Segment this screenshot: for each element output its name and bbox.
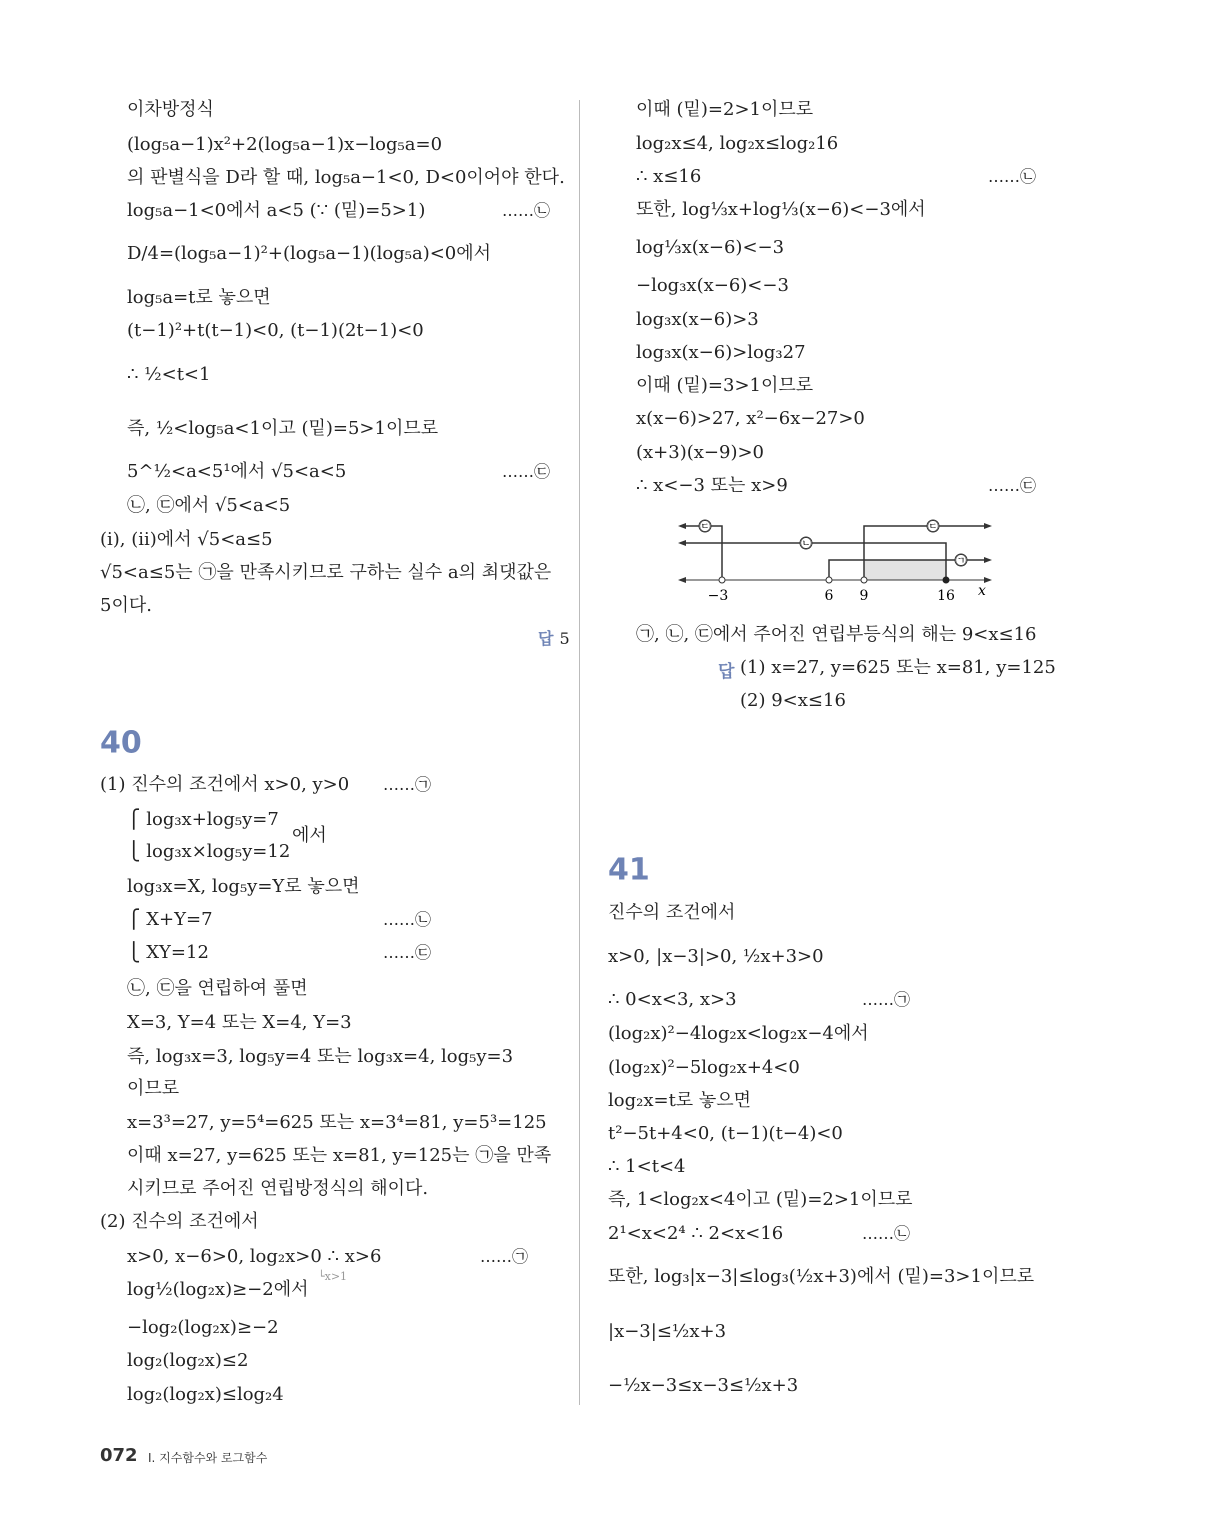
equation-marker: ……㉠ [480, 1247, 529, 1266]
solution-line: log½(log₂x)≥−2에서 [127, 1279, 309, 1300]
solution-line: log⅓x(x−6)<−3 [636, 237, 785, 258]
equation-marker: ……㉡ [383, 910, 432, 929]
open-point [719, 577, 725, 583]
axis-label: x [978, 583, 986, 599]
solution-line: ∴ 1<t<4 [608, 1156, 686, 1177]
chapter-title: I. 지수함수와 로그함수 [148, 1451, 268, 1465]
solution-line: 즉, ½<log₅a<1이고 (밑)=5>1이므로 [127, 418, 439, 439]
solution-line: ㉠, ㉡, ㉢에서 주어진 연립부등식의 해는 9<x≤16 [636, 624, 1037, 645]
equation-marker: ……㉠ [862, 990, 911, 1009]
solution-line: 이므로 [127, 1078, 180, 1099]
solution-line: log₂(log₂x)≤2 [127, 1350, 249, 1371]
solution-line: −½x−3≤x−3≤½x+3 [608, 1375, 799, 1396]
answer-value: 5 [559, 629, 570, 648]
solution-line: 진수의 조건에서 [608, 902, 736, 923]
problem-number: 40 [100, 725, 142, 761]
tick-label: 6 [824, 588, 834, 604]
solution-line: ∴ x≤16 [636, 166, 702, 187]
column-divider [579, 100, 580, 1405]
solution-line: 이때 (밑)=2>1이므로 [636, 99, 814, 120]
solution-line: ∴ 0<x<3, x>3 [608, 989, 737, 1010]
solution-line: x(x−6)>27, x²−6x−27>0 [636, 408, 865, 429]
solution-line: (log₂x)²−5log₂x+4<0 [608, 1057, 800, 1078]
equation-marker: ……㉡ [988, 167, 1037, 186]
solution-line: x=3³=27, y=5⁴=625 또는 x=3⁴=81, y=5³=125 [127, 1112, 547, 1133]
solution-line: ⎩ XY=12 [127, 942, 209, 963]
problem-number: 41 [608, 852, 650, 888]
solution-line: ∴ x<−3 또는 x>9 [636, 475, 788, 496]
equation-marker: ……㉢ [502, 462, 551, 481]
solution-region [864, 560, 946, 580]
solution-line: (2) 진수의 조건에서 [100, 1211, 259, 1232]
solution-line: log₃x(x−6)>log₃27 [636, 342, 806, 363]
solution-line: 이때 (밑)=3>1이므로 [636, 375, 814, 396]
answer-label: 답 [538, 629, 554, 648]
solution-line: 5^½<a<5¹에서 √5<a<5 [127, 461, 347, 482]
solution-line: (log₂x)²−4log₂x<log₂x−4에서 [608, 1023, 869, 1044]
tick-label: −3 [707, 588, 729, 604]
open-point [826, 577, 832, 583]
solution-line: −log₂(log₂x)≥−2 [127, 1317, 279, 1338]
answer-39 [538, 627, 570, 651]
solution-line: log₅a=t로 놓으면 [127, 287, 271, 308]
equation-marker: ……㉢ [988, 476, 1037, 495]
open-point [861, 577, 867, 583]
solution-line: √5<a≤5는 ㉠을 만족시키므로 구하는 실수 a의 최댓값은 [100, 562, 552, 583]
solution-line: 5이다. [100, 595, 152, 616]
solution-line: ⎧ log₃x+log₅y=7 [127, 809, 279, 830]
solution-line: ⎧ X+Y=7 [127, 909, 213, 930]
solution-line: ⎩ log₃x×log₅y=12 [127, 841, 291, 862]
solution-line: (2) 9<x≤16 [740, 690, 846, 711]
equation-marker: ……㉠ [383, 775, 432, 794]
solution-line: (x+3)(x−9)>0 [636, 442, 764, 463]
solution-line: |x−3|≤½x+3 [608, 1321, 727, 1342]
solution-line: −log₃x(x−6)<−3 [636, 275, 789, 296]
solution-line: 의 판별식을 D라 할 때, log₅a−1<0, D<0이어야 한다. [127, 167, 565, 188]
marker-label: ㉢ [699, 520, 711, 533]
equation-marker: ……㉢ [383, 943, 432, 962]
solution-line: log₃x=X, log₅y=Y로 놓으면 [127, 876, 360, 897]
answer-40-label: 답 [718, 662, 735, 682]
page-number: 072 [100, 1445, 138, 1466]
annotation-x-gt-1: └x>1 [318, 1270, 348, 1283]
solution-line: 또한, log₃|x−3|≤log₃(½x+3)에서 (밑)=3>1이므로 [608, 1266, 1035, 1287]
closed-point [943, 577, 950, 584]
solution-line: 시키므로 주어진 연립방정식의 해이다. [127, 1178, 429, 1199]
solution-line: (1) 진수의 조건에서 x>0, y>0 [100, 774, 350, 795]
solution-line: 즉, log₃x=3, log₅y=4 또는 log₃x=4, log₅y=3 [127, 1046, 514, 1067]
solution-line: 2¹<x<2⁴ ∴ 2<x<16 [608, 1223, 784, 1244]
solution-line: ㉡, ㉢에서 √5<a<5 [127, 495, 291, 516]
solution-line: 이때 x=27, y=625 또는 x=81, y=125는 ㉠을 만족 [127, 1145, 552, 1166]
solution-line: log₅a−1<0에서 a<5 (∵ (밑)=5>1) [127, 200, 426, 221]
solution-line: D/4=(log₅a−1)²+(log₅a−1)(log₅a)<0에서 [127, 243, 492, 264]
solution-line: (i), (ii)에서 √5<a≤5 [100, 529, 273, 550]
solution-line: (t−1)²+t(t−1)<0, (t−1)(2t−1)<0 [127, 320, 424, 341]
solution-line: 이차방정식 [127, 99, 214, 120]
solution-line: (1) x=27, y=625 또는 x=81, y=125 [740, 657, 1056, 678]
solution-line: X=3, Y=4 또는 X=4, Y=3 [127, 1012, 352, 1033]
solution-line: log₃x(x−6)>3 [636, 309, 759, 330]
number-line-diagram [670, 510, 1000, 610]
marker-label: ㉠ [955, 554, 967, 567]
solution-line: 에서 [292, 825, 327, 846]
solution-line: log₂x≤4, log₂x≤log₂16 [636, 133, 839, 154]
equation-marker: ……㉡ [862, 1224, 911, 1243]
solution-line: x>0, |x−3|>0, ½x+3>0 [608, 946, 824, 967]
solution-line: 즉, 1<log₂x<4이고 (밑)=2>1이므로 [608, 1189, 913, 1210]
equation-marker: ……㉡ [502, 201, 551, 220]
solution-line: 또한, log⅓x+log⅓(x−6)<−3에서 [636, 199, 926, 220]
range-c-left [683, 526, 722, 580]
solution-line: ∴ ½<t<1 [127, 364, 211, 385]
solution-line: x>0, x−6>0, log₂x>0 ∴ x>6 [127, 1246, 382, 1267]
solution-line: (log₅a−1)x²+2(log₅a−1)x−log₅a=0 [127, 134, 443, 155]
tick-label: 9 [859, 588, 869, 604]
solution-line: ㉡, ㉢을 연립하여 풀면 [127, 978, 308, 999]
marker-label: ㉢ [927, 520, 939, 533]
solution-line: t²−5t+4<0, (t−1)(t−4)<0 [608, 1123, 843, 1144]
solution-line: log₂(log₂x)≤log₂4 [127, 1384, 284, 1405]
tick-label: 16 [937, 588, 955, 604]
solution-line: log₂x=t로 놓으면 [608, 1090, 752, 1111]
marker-label: ㉡ [800, 537, 812, 550]
